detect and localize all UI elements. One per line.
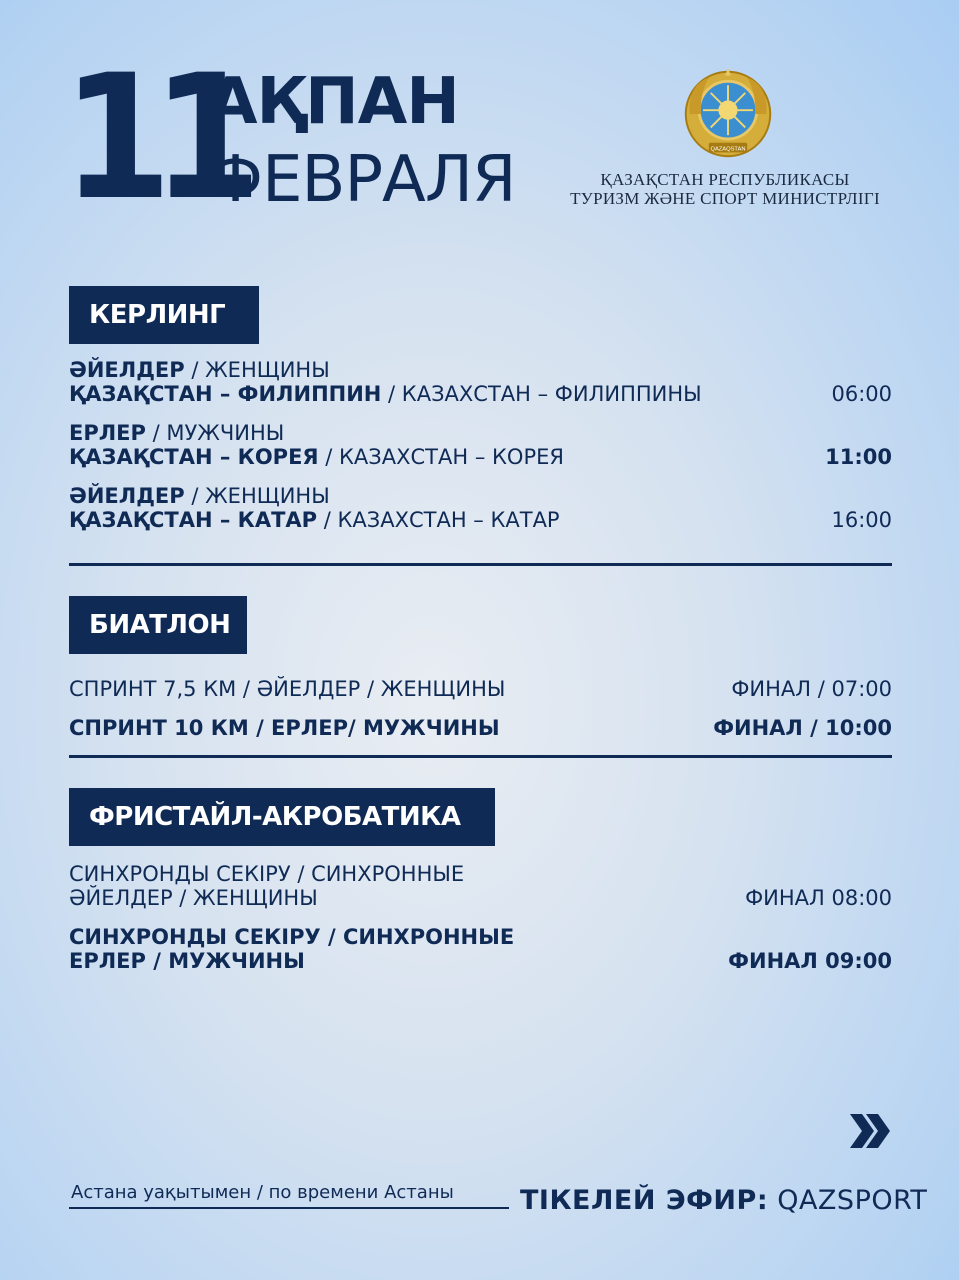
biathlon-event-2: [69, 716, 892, 740]
event-time: ФИНАЛ / 07:00: [731, 677, 892, 701]
live-broadcast: [520, 1185, 927, 1217]
emblem-text: QAZAQSTAN: [710, 146, 746, 153]
double-chevron-right-icon[interactable]: [848, 1112, 890, 1150]
event-line-2: ЕРЛЕР / МУЖЧИНЫ: [69, 949, 305, 973]
section-title-biathlon: БИАТЛОН: [69, 596, 247, 654]
kazakhstan-emblem-icon: [680, 66, 776, 162]
event-time: 16:00: [831, 508, 892, 532]
freestyle-event-1: [69, 862, 892, 910]
event-name: СПРИНТ 7,5 КМ / ӘЙЕЛДЕР / ЖЕНЩИНЫ: [69, 677, 506, 701]
curling-event-1: [69, 358, 892, 406]
event-time: ФИНАЛ 09:00: [728, 949, 892, 973]
event-line-2: ӘЙЕЛДЕР / ЖЕНЩИНЫ: [69, 886, 318, 910]
event-time: 06:00: [831, 382, 892, 406]
event-category-ru: / ЖЕНЩИНЫ: [184, 358, 330, 382]
event-time: ФИНАЛ / 10:00: [713, 716, 892, 740]
date-day: 11: [62, 37, 242, 238]
event-time: ФИНАЛ 08:00: [745, 886, 892, 910]
event-match-ru: / КАЗАХСТАН – КОРЕЯ: [318, 445, 564, 469]
biathlon-event-1: [69, 677, 892, 701]
event-category-ru: / МУЖЧИНЫ: [145, 421, 285, 445]
ministry-line-1: ҚАЗАҚСТАН РЕСПУБЛИКАСЫ: [600, 170, 850, 189]
ministry-name: [560, 170, 890, 208]
event-category-kz: ӘЙЕЛДЕР: [69, 484, 185, 508]
divider-biathlon: [69, 755, 892, 758]
divider-curling: [69, 563, 892, 566]
curling-event-3: [69, 484, 892, 532]
event-line-1: СИНХРОНДЫ СЕКІРУ / СИНХРОННЫЕ: [69, 862, 465, 886]
curling-event-2: [69, 421, 892, 469]
section-title-curling: КЕРЛИНГ: [69, 286, 259, 344]
freestyle-event-2: [69, 925, 892, 973]
event-time: 11:00: [825, 445, 892, 469]
event-match-kz: ҚАЗАҚСТАН – КОРЕЯ: [69, 445, 319, 469]
event-match-ru: / КАЗАХСТАН – ФИЛИППИНЫ: [381, 382, 702, 406]
timezone-note: Астана уақытымен / по времени Астаны: [69, 1182, 509, 1209]
event-category-ru: / ЖЕНЩИНЫ: [184, 484, 330, 508]
event-line-1: СИНХРОНДЫ СЕКІРУ / СИНХРОННЫЕ: [69, 925, 515, 949]
section-title-freestyle: ФРИСТАЙЛ-АКРОБАТИКА: [69, 788, 495, 846]
month-kazakh: АҚПАН: [208, 65, 459, 139]
event-match-ru: / КАЗАХСТАН – КАТАР: [317, 508, 560, 532]
ministry-line-2: ТУРИЗМ ЖӘНЕ СПОРТ МИНИСТРЛІГІ: [570, 189, 880, 208]
event-name: СПРИНТ 10 КМ / ЕРЛЕР/ МУЖЧИНЫ: [69, 716, 500, 740]
event-category-kz: ӘЙЕЛДЕР: [69, 358, 185, 382]
event-match-kz: ҚАЗАҚСТАН – ФИЛИППИН: [69, 382, 382, 406]
live-channel: QAZSPORT: [768, 1185, 928, 1216]
month-russian: ФЕВРАЛЯ: [208, 143, 516, 217]
live-label: ТІКЕЛЕЙ ЭФИР:: [520, 1185, 769, 1216]
event-match-kz: ҚАЗАҚСТАН – КАТАР: [69, 508, 318, 532]
event-category-kz: ЕРЛЕР: [69, 421, 146, 445]
